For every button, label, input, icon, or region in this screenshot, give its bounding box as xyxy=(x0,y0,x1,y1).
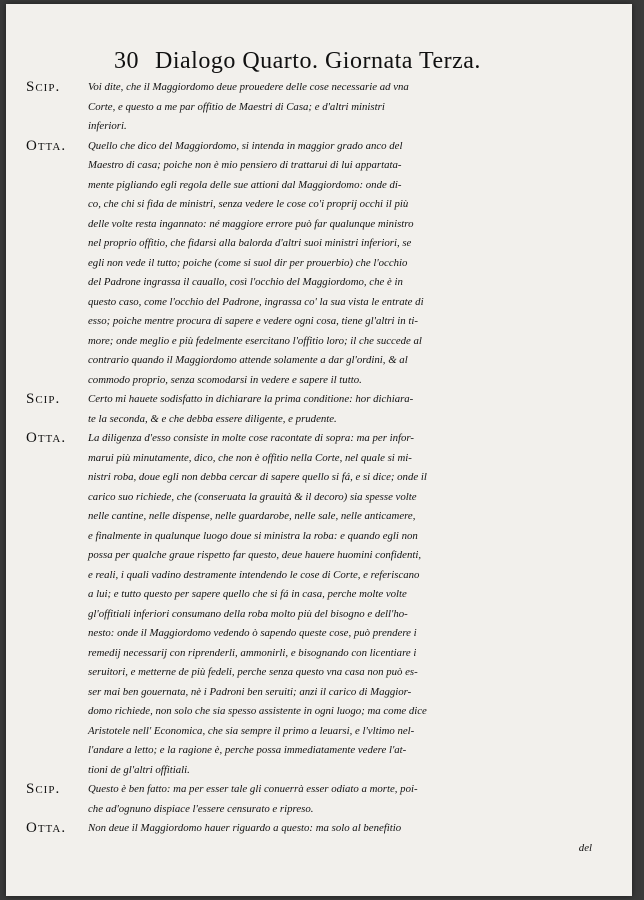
text-line: l'andare a letto; e la ragione è, perche possa immediatamente vedere l'at- xyxy=(88,744,407,756)
speech-block xyxy=(26,78,606,137)
text-line: delle volte resta ingannato: né maggiore errore può far qualunque ministro xyxy=(88,217,414,230)
text-line: nesto: onde il Maggiordomo vedendo ò sapendo queste cose, può prendere i xyxy=(88,627,417,639)
text-line: Non deue il Maggiordomo hauer riguardo a questo: ma solo al benefitio xyxy=(88,822,402,834)
speech-text xyxy=(88,819,606,839)
speech-block xyxy=(26,137,606,391)
running-title: Dialogo Quarto. Giornata Terza. xyxy=(155,48,481,74)
page-number: 30 xyxy=(114,48,139,74)
speech-block xyxy=(26,819,606,839)
text-line: Voi dite, che il Maggiordomo deue prouedere delle cose necessarie ad vna xyxy=(88,81,409,93)
text-line: more; onde meglio e più fedelmente esercitano l'offitio loro; il che succede al xyxy=(88,334,422,347)
text-line: ser mai ben gouernata, nè i Padroni ben seruiti; anzi il carico di Maggior- xyxy=(88,685,412,698)
text-line: co, che chi si fida de ministri, senza vedere le cose co'i proprij occhi il più xyxy=(88,198,409,210)
text-line: tioni de gl'altri offitiali. xyxy=(88,763,190,776)
text-line: contrario quando il Maggiordomo attende solamente a dar gl'ordini, & al xyxy=(88,354,408,366)
speaker-name: Otta. xyxy=(26,820,67,836)
text-line: egli non vede il tutto; poiche (come si suol dir per prouerbio) che l'occhio xyxy=(88,256,408,269)
speaker-name: Scip. xyxy=(26,391,61,407)
text-line: possa per qualche graue rispetto far questo, deue hauere huomini confidenti, xyxy=(88,549,422,561)
text-line: domo richiede, non solo che sia spesso assistente in ogni luogo; ma come dice xyxy=(88,705,427,717)
speaker-name: Otta. xyxy=(26,430,67,446)
speaker-name: Scip. xyxy=(26,781,61,797)
text-line: che ad'ognuno dispiace l'essere censurato e ripreso. xyxy=(88,802,314,815)
text-line: questo caso, come l'occhio del Padrone, ingrassa co' la sua vista le entrate di xyxy=(88,295,424,308)
speech-text xyxy=(88,137,606,391)
speech-text xyxy=(88,780,606,819)
text-line: Quello che dico del Maggiordomo, si intenda in maggior grado anco del xyxy=(88,139,403,152)
text-line: e reali, i quali vadino destramente intendendo le cose di Corte, e referiscano xyxy=(88,568,420,581)
book-page xyxy=(6,4,632,896)
speaker-name: Otta. xyxy=(26,137,67,154)
text-line: La diligenza d'esso consiste in molte cose racontate di sopra: ma per infor- xyxy=(88,432,414,444)
dialogue-body xyxy=(26,78,606,858)
text-line: inferiori. xyxy=(88,120,127,132)
speech-text xyxy=(88,429,606,780)
text-line: te la seconda, & e che debba essere diligente, e prudente. xyxy=(88,412,337,425)
text-line: nistri roba, doue egli non debba cercar di sapere quello si fá, e si dice; onde il xyxy=(88,471,427,483)
speech-block xyxy=(26,429,606,780)
speaker-name: Scip. xyxy=(26,79,61,95)
text-line: carico suo richiede, che (conseruata la grauità & il decoro) sia spesse volte xyxy=(88,490,417,503)
text-line: mente pigliando egli regola delle sue attioni dal Maggiordomo: onde di- xyxy=(88,178,402,191)
text-line: marui più minutamente, dico, che non è offitio nella Corte, nel quale si mi- xyxy=(88,451,412,464)
text-line: gl'offitiali inferiori consumano della roba molto più del bisogno e dell'ho- xyxy=(88,607,408,620)
text-line: Questo è ben fatto: ma per esser tale gli conuerrà esser odiato a morte, poi- xyxy=(88,783,418,795)
speech-text xyxy=(88,390,606,429)
catchword: del xyxy=(578,841,592,854)
speech-block xyxy=(26,390,606,429)
speech-block xyxy=(26,780,606,819)
text-line: Aristotele nell' Economica, che sia sempre il primo a leuarsi, e l'vltimo nel- xyxy=(88,724,415,737)
text-line: a lui; e tutto questo per sapere quello che si fá in casa, perche molte volte xyxy=(88,588,407,600)
text-line: Corte, e questo a me par offitio de Maestri di Casa; e d'altri ministri xyxy=(88,100,385,113)
text-line: e finalmente in qualunque luogo doue si ministra la roba: e quando egli non xyxy=(88,529,418,542)
page-header xyxy=(114,48,481,75)
text-line: nelle cantine, nelle dispense, nelle guardarobe, nelle sale, nelle anticamere, xyxy=(88,510,416,522)
text-line: nel proprio offitio, che fidarsi alla balorda d'altri suoi ministri inferiori, se xyxy=(88,237,412,249)
speech-text xyxy=(88,78,606,137)
text-line: Maestro di casa; poiche non è mio pensiero di trattarui di lui appartata- xyxy=(88,159,402,171)
text-line: commodo proprio, senza scomodarsi in vedere e sapere il tutto. xyxy=(88,373,362,386)
text-line: Certo mi hauete sodisfatto in dichiarare la prima conditione: hor dichiara- xyxy=(88,393,414,405)
text-line: seruitori, e metterne de più fedeli, perche senza questo vna casa non può es- xyxy=(88,666,418,678)
text-line: del Padrone ingrassa il cauallo, così l'occhio del Maggiordomo, che è in xyxy=(88,276,403,288)
text-line: remedij necessarij con riprenderli, ammonirli, e bisognando con licentiare i xyxy=(88,646,417,659)
text-line: esso; poiche mentre procura di sapere e vedere ogni cosa, tiene gl'altri in ti- xyxy=(88,315,418,327)
